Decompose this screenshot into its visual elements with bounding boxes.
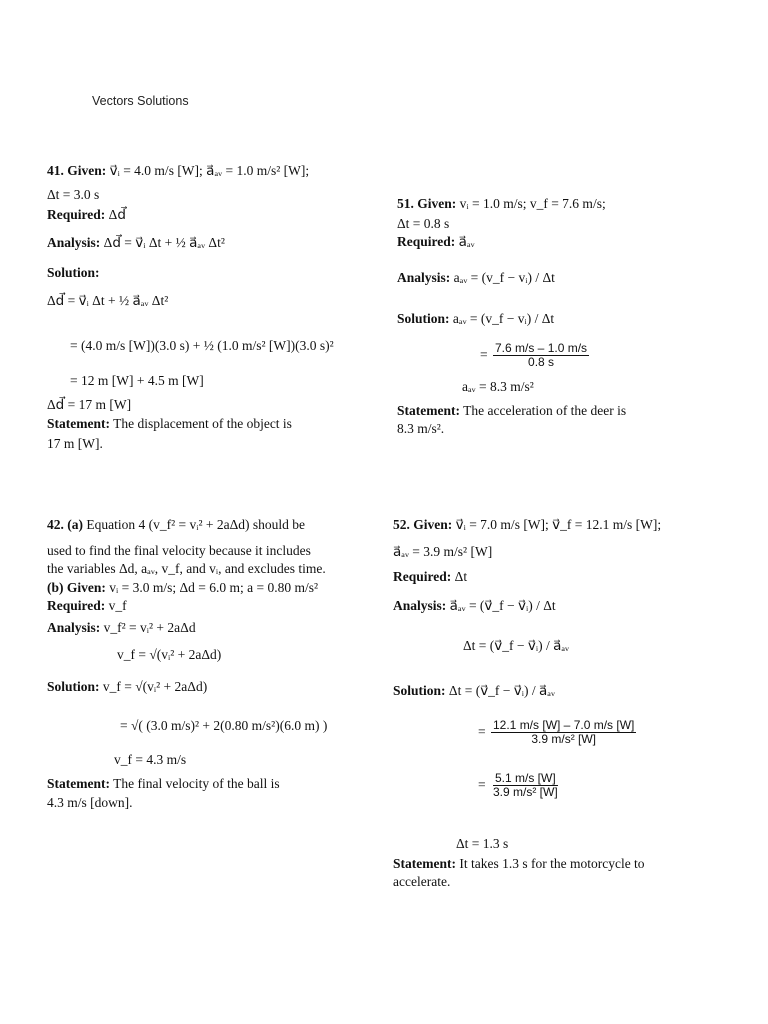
p42-a-text3: the variables Δd, aₐᵥ, v_f, and vᵢ, and excludes time.: [47, 561, 326, 576]
p52-statement-row: [393, 856, 645, 872]
p51-solution-row: [397, 311, 554, 327]
p51-required-label: Required:: [397, 234, 456, 249]
p42-a-label: 42. (a): [47, 517, 83, 532]
p51-statement-row: [397, 403, 626, 419]
p52-sol4: Δt = 1.3 s: [456, 836, 509, 851]
p51-given-row: [397, 196, 606, 212]
p42-statement2: 4.3 m/s [down].: [47, 795, 133, 810]
p51-solution-label: Solution:: [397, 311, 450, 326]
p41-statement-label: Statement:: [47, 416, 110, 431]
p52-analysis-label: Analysis:: [393, 598, 447, 613]
p42-statement-row: [47, 776, 280, 792]
p42-statement: The final velocity of the ball is: [113, 776, 280, 791]
p51-sol2-den: 0.8 s: [528, 355, 555, 370]
p51-sol2: = $\frac{7.6 m/s - 1.0 m/s}{0.8 s}$: [480, 341, 588, 370]
p42-a-text: Equation 4 (v_f² = vᵢ² + 2aΔd) should be: [86, 517, 306, 532]
p51-statement: The acceleration of the deer is: [463, 403, 627, 418]
p41-sol4: Δd⃗ = 17 m [W]: [47, 397, 132, 412]
p52-sol2-num: 12.1 m/s [W] – 7.0 m/s [W]: [493, 718, 635, 732]
p41-analysis-label: Analysis:: [47, 235, 101, 250]
p51-sol1: aₐᵥ = (v_f − vᵢ) / Δt: [452, 311, 555, 326]
p52-sol2-den: 3.9 m/s² [W]: [531, 732, 597, 747]
p42-a-text2: used to find the final velocity because it includes: [47, 543, 311, 558]
p51-statement-label: Statement:: [397, 403, 460, 418]
p42-required-row: [47, 598, 127, 614]
p52-given-label: 52. Given:: [393, 517, 453, 532]
p52-sol3-den: 3.9 m/s² [W]: [493, 785, 558, 800]
p41-analysis-row: [47, 235, 225, 251]
p51-analysis-row: [397, 270, 555, 286]
p41-sol2: = (4.0 m/s [W])(3.0 s) + ½ (1.0 m/s² [W])(3.0 s)²: [70, 338, 334, 353]
p52-sol3-num: 5.1 m/s [W]: [494, 771, 556, 785]
p41-statement2: 17 m [W].: [47, 436, 103, 451]
p52-sol2: = $\frac{12.1 m/s [W] - 7.0 m/s [W]}{\text{3.9 m/s² [W]}}$: [478, 718, 635, 747]
p42-b-label: (b) Given:: [47, 580, 106, 595]
p51-analysis-label: Analysis:: [397, 270, 451, 285]
p42-solution-label: Solution:: [47, 679, 100, 694]
p52-analysis: a⃗ₐᵥ = (v⃗_f − v⃗ᵢ) / Δt: [449, 598, 556, 613]
p52-required-row: [393, 569, 467, 585]
p52-sol1: Δt = (v⃗_f − v⃗ᵢ) / a⃗ₐᵥ: [448, 683, 555, 698]
p52-solution-row: [393, 683, 555, 699]
p52-given-row: [393, 517, 661, 533]
p41-given2: Δt = 3.0 s: [47, 187, 100, 202]
p41-given: v⃗ᵢ = 4.0 m/s [W]; a⃗ₐᵥ = 1.0 m/s² [W];: [109, 163, 310, 178]
p52-given2: a⃗ₐᵥ = 3.9 m/s² [W]: [393, 544, 493, 559]
p41-statement-row: [47, 416, 292, 432]
p41-sol3: = 12 m [W] + 4.5 m [W]: [70, 373, 204, 388]
p51-statement2: 8.3 m/s².: [397, 421, 445, 436]
p52-statement: It takes 1.3 s for the motorcycle to: [459, 856, 645, 871]
p42-analysis2: v_f = √(vᵢ² + 2aΔd): [117, 647, 222, 662]
p51-given-label: 51. Given:: [397, 196, 457, 211]
p42-analysis-label: Analysis:: [47, 620, 101, 635]
p42-sol1: v_f = √(vᵢ² + 2aΔd): [102, 679, 208, 694]
p52-statement-label: Statement:: [393, 856, 456, 871]
p51-given2: Δt = 0.8 s: [397, 216, 450, 231]
p41-sol1: Δd⃗ = v⃗ᵢ Δt + ½ a⃗ₐᵥ Δt²: [47, 293, 169, 308]
p42-analysis: v_f² = vᵢ² + 2aΔd: [103, 620, 196, 635]
p52-analysis-row: [393, 598, 556, 614]
p42-required-label: Required:: [47, 598, 106, 613]
p42-solution-row: [47, 679, 207, 695]
p42-statement-label: Statement:: [47, 776, 110, 791]
p41-required-label: Required:: [47, 207, 106, 222]
p41-required-row: [47, 207, 126, 223]
p51-sol3: aₐᵥ = 8.3 m/s²: [462, 379, 534, 394]
p52-analysis2: Δt = (v⃗_f − v⃗ᵢ) / a⃗ₐᵥ: [463, 638, 570, 653]
p42-sol3: v_f = 4.3 m/s: [114, 752, 187, 767]
p42-b-row: [47, 580, 318, 596]
p51-required-row: [397, 234, 475, 250]
p52-given: v⃗ᵢ = 7.0 m/s [W]; v⃗_f = 12.1 m/s [W];: [455, 517, 662, 532]
p42-analysis-row: [47, 620, 196, 636]
p52-sol3: = $\frac{5.1 m/s [W]}{\text{3.9 m/s² [W]}}$: [478, 771, 558, 800]
p52-required: Δt: [454, 569, 468, 584]
p42-required: v_f: [108, 598, 127, 613]
p42-sol2: = √( (3.0 m/s)² + 2(0.80 m/s²)(6.0 m) ): [120, 718, 328, 733]
p41-given-row: [47, 163, 309, 179]
p41-required: Δd⃗: [108, 207, 126, 222]
p42-b-given: vᵢ = 3.0 m/s; Δd = 6.0 m; a = 0.80 m/s²: [109, 580, 319, 595]
p42-a-row: [47, 517, 305, 533]
p51-analysis: aₐᵥ = (v_f − vᵢ) / Δt: [453, 270, 555, 285]
p41-statement: The displacement of the object is: [113, 416, 292, 431]
p41-solution-label: Solution:: [47, 265, 100, 280]
p52-solution-label: Solution:: [393, 683, 446, 698]
page-title: Vectors Solutions: [92, 94, 189, 108]
p51-required: a⃗ₐᵥ: [458, 234, 475, 249]
p41-given-label: 41. Given:: [47, 163, 107, 178]
p41-analysis: Δd⃗ = v⃗ᵢ Δt + ½ a⃗ₐᵥ Δt²: [103, 235, 225, 250]
p52-statement2: accelerate.: [393, 874, 451, 889]
p51-sol2-num: 7.6 m/s – 1.0 m/s: [495, 341, 588, 355]
p51-given: vᵢ = 1.0 m/s; v_f = 7.6 m/s;: [459, 196, 606, 211]
p52-required-label: Required:: [393, 569, 452, 584]
